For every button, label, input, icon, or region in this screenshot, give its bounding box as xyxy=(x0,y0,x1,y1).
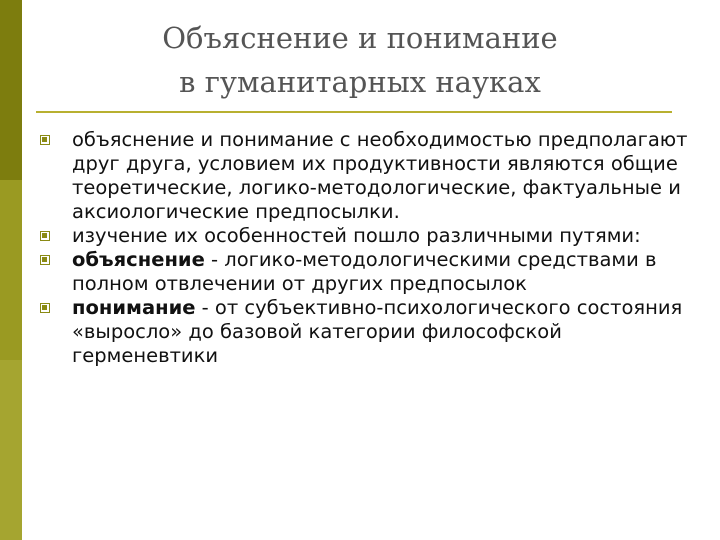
decorative-side-bar xyxy=(0,0,22,540)
side-bar-segment-top xyxy=(0,0,22,180)
bullet-item xyxy=(36,248,700,296)
bullet-item xyxy=(36,224,700,248)
bullet-text: изучение их особенностей пошло различными путями: xyxy=(72,224,641,247)
bullet-term: понимание xyxy=(72,296,196,319)
slide-title-line-1: Объяснение и понимание xyxy=(162,21,558,55)
bullet-item xyxy=(36,296,700,368)
square-bullet-icon xyxy=(40,231,50,241)
square-bullet-icon xyxy=(40,255,50,265)
slide-title xyxy=(110,16,610,104)
side-bar-segment-middle xyxy=(0,180,22,360)
square-bullet-icon xyxy=(40,303,50,313)
bullet-text: - от субъективно-психологического состояния «выросло» до базовой категории философской герменевтики xyxy=(72,296,683,367)
slide-title-line-2: в гуманитарных науках xyxy=(179,65,541,99)
side-bar-segment-bottom xyxy=(0,360,22,540)
bullet-text: объяснение и понимание с необходимостью предполагают друг друга, условием их продуктивности являются общие теоретические, логико-методологические, фактуальные и аксиологические предпосылки. xyxy=(72,128,688,223)
bullet-list xyxy=(36,128,700,368)
square-bullet-icon xyxy=(40,135,50,145)
bullet-term: объяснение xyxy=(72,248,205,271)
bullet-item xyxy=(36,128,700,224)
title-divider xyxy=(36,111,672,113)
bullet-text: - логико-методологическими средствами в полном отвлечении от других предпосылок xyxy=(72,248,657,295)
